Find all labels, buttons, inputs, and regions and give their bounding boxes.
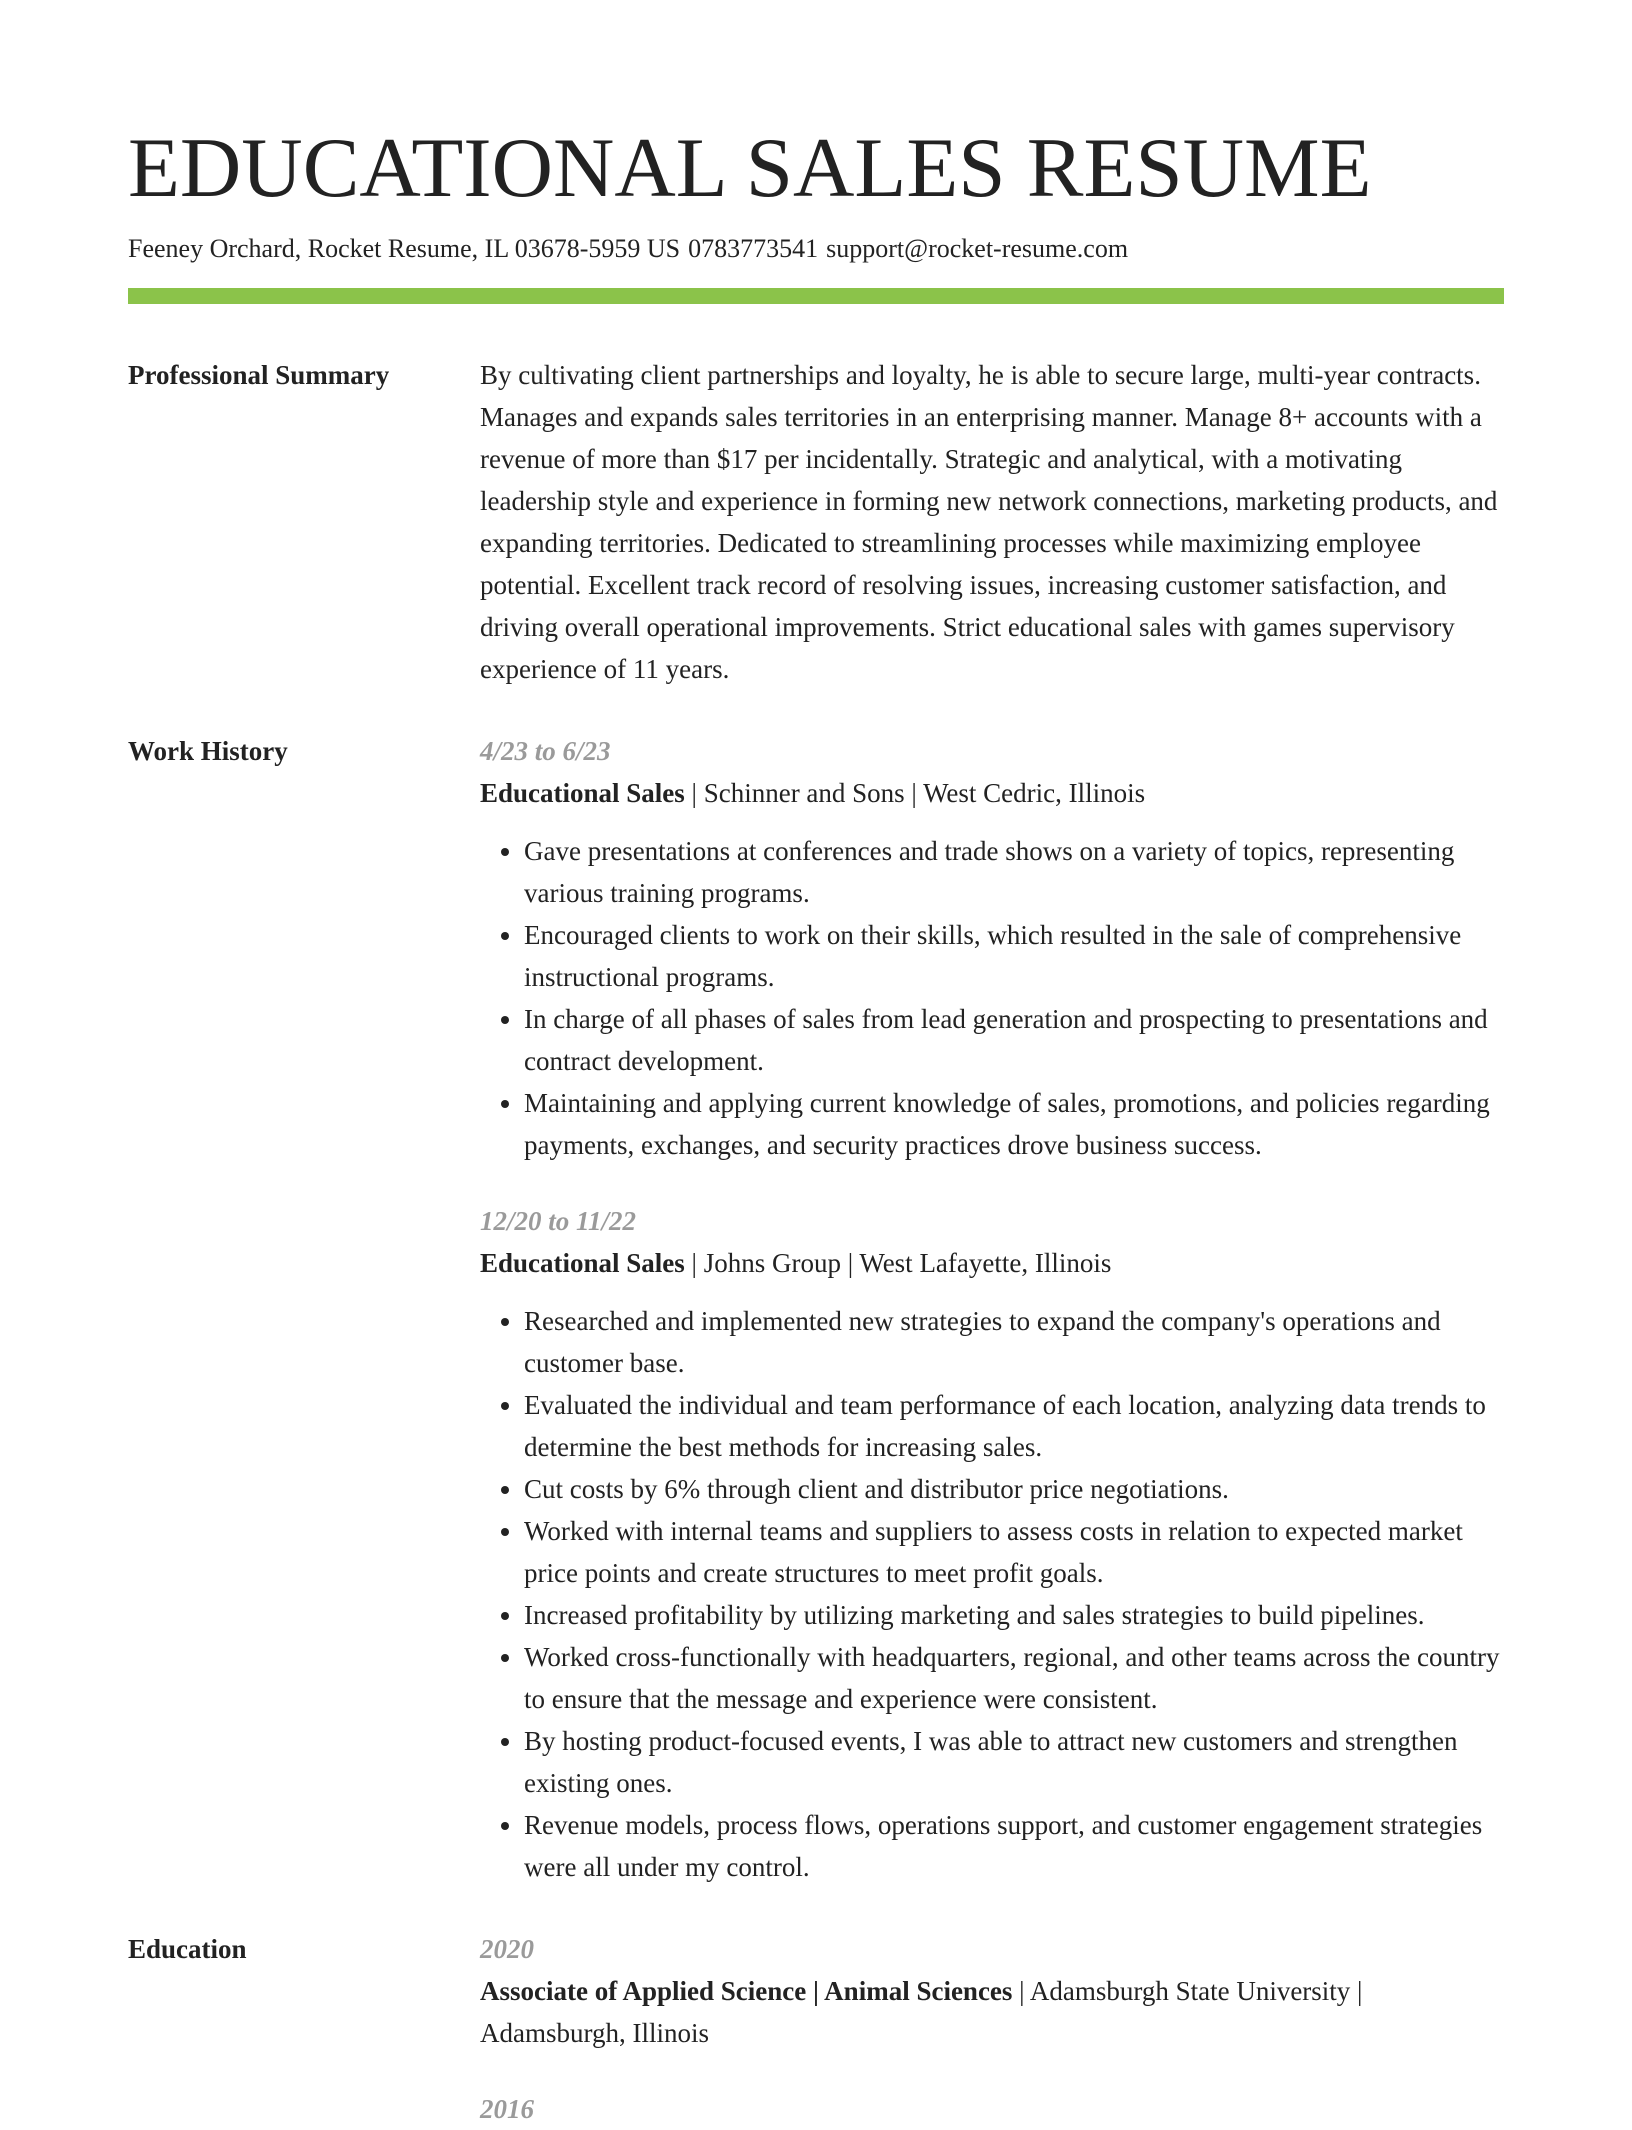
list-item: • Researched and implemented new strategies to expand the company's operations and customer base. (524, 1300, 1504, 1384)
degree-title: Associate of Applied Science | Animal Sciences (480, 1976, 1013, 2006)
work-history-section (128, 730, 1504, 1888)
job-heading (480, 1242, 1504, 1284)
list-item: • By hosting product-focused events, I was able to attract new customers and strengthen existing ones. (524, 1720, 1504, 1804)
contact-line (128, 232, 1504, 266)
education-entry (480, 2088, 1504, 2130)
list-item: • Encouraged clients to work on their skills, which resulted in the sale of comprehensive instructional programs. (524, 914, 1504, 998)
contact-phone: 0783773541 (688, 234, 819, 263)
job-entry (480, 730, 1504, 1166)
job-entry (480, 1200, 1504, 1888)
education-entry (480, 1928, 1504, 2054)
list-item: • Worked with internal teams and suppliers to assess costs in relation to expected market price points and create structures to meet profit goals. (524, 1510, 1504, 1594)
education-date: 2020 (480, 1934, 534, 1964)
job-bullets (480, 1300, 1504, 1888)
resume-title: EDUCATIONAL SALES RESUME (128, 121, 1372, 215)
education-body (480, 1928, 1504, 2130)
job-company-location: | Schinner and Sons | West Cedric, Illinois (684, 778, 1146, 808)
education-label: Education (128, 1934, 247, 1964)
work-history-label: Work History (128, 736, 288, 766)
list-item: • Cut costs by 6% through client and distributor price negotiations. (524, 1468, 1504, 1510)
work-history-body (480, 730, 1504, 1888)
job-bullets (480, 830, 1504, 1166)
list-item: • Maintaining and applying current knowledge of sales, promotions, and policies regarding payments, exchanges, and security practices drove business success. (524, 1082, 1504, 1166)
header-divider (128, 288, 1504, 304)
summary-body (480, 354, 1504, 690)
job-date: 4/23 to 6/23 (480, 736, 611, 766)
job-title: Educational Sales (480, 1248, 685, 1278)
summary-label: Professional Summary (128, 360, 390, 390)
summary-text: By cultivating client partnerships and loyalty, he is able to secure large, multi-year contracts. Manages and expands sales territories in an enterprising manner. Manage 8+ accounts with a revenue of more than $17 per incidentally. Strategic and analytical, with a motivating leadership style and experience in forming new network connections, marketing products, and expanding territories. Dedicated to streamlining processes while maximizing employee potential. Excellent track record of resolving issues, increasing customer satisfaction, and driving overall operational improvements. Strict educational sales with games supervisory experience of 11 years. (480, 360, 1498, 684)
list-item: • Increased profitability by utilizing marketing and sales strategies to build pipelines. (524, 1594, 1504, 1636)
contact-email: support@rocket-resume.com (826, 234, 1129, 263)
list-item: • Worked cross-functionally with headquarters, regional, and other teams across the country to ensure that the message and experience were consistent. (524, 1636, 1504, 1720)
education-heading (480, 1970, 1504, 2054)
job-company-location: | Johns Group | West Lafayette, Illinois (684, 1248, 1112, 1278)
education-date: 2016 (480, 2094, 534, 2124)
list-item: • In charge of all phases of sales from lead generation and prospecting to presentations and contract development. (524, 998, 1504, 1082)
school-location: | Adamsburgh State University | Adamsburgh, Illinois (480, 1976, 1363, 2048)
list-item: • Evaluated the individual and team performance of each location, analyzing data trends to determine the best methods for increasing sales. (524, 1384, 1504, 1468)
list-item: • Revenue models, process flows, operations support, and customer engagement strategies were all under my control. (524, 1804, 1504, 1888)
summary-section (128, 354, 1504, 690)
education-section (128, 1928, 1504, 2130)
job-title: Educational Sales (480, 778, 685, 808)
job-date: 12/20 to 11/22 (480, 1206, 637, 1236)
list-item: • Gave presentations at conferences and trade shows on a variety of topics, representing various training programs. (524, 830, 1504, 914)
contact-address: Feeney Orchard, Rocket Resume, IL 03678-5959 US (128, 234, 681, 263)
job-heading (480, 772, 1504, 814)
